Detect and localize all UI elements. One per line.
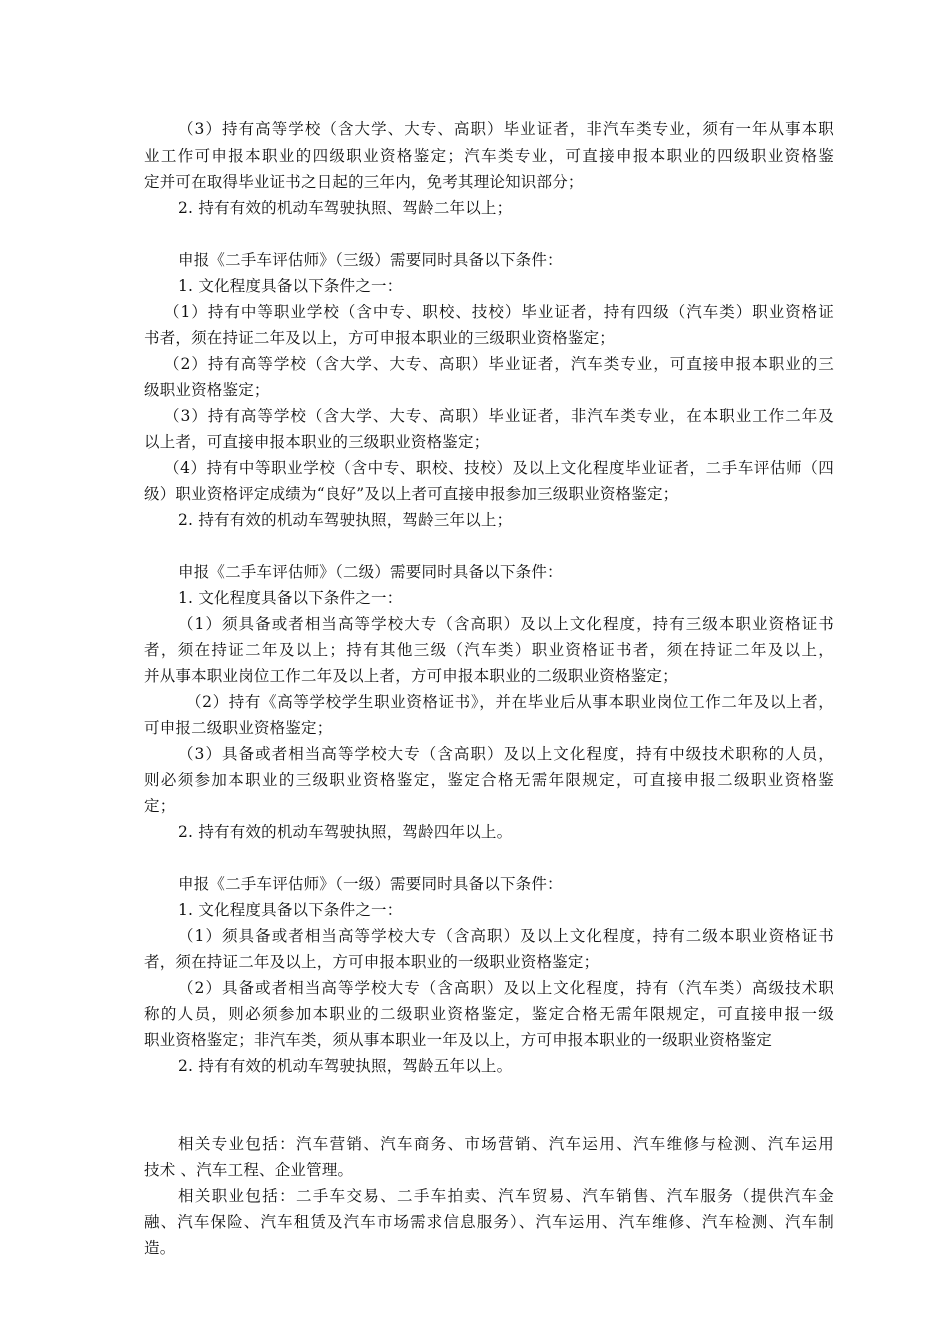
paragraph-line: （1）持有中等职业学校（含中专、职校、技校）毕业证者，持有四级（汽车类）职业资格证 — [164, 303, 834, 321]
paragraph-line: 职业资格鉴定；非汽车类，须从事本职业一年及以上，方可申报本职业的一级职业资格鉴定 — [144, 1031, 773, 1049]
section-heading: 申报《二手车评估师》（一级）需要同时具备以下条件： — [178, 875, 563, 893]
paragraph-line: 并从事本职业岗位工作二年及以上者，方可申报本职业的二级职业资格鉴定； — [144, 667, 678, 685]
paragraph-line: 2. 持有有效的机动车驾驶执照，驾龄四年以上。 — [178, 823, 513, 841]
paragraph-line: 者，须在持证二年及以上；持有其他三级（汽车类）职业资格证书者，须在持证二年及以上， — [144, 641, 834, 659]
paragraph-line: （3）持有高等学校（含大学、大专、高职）毕业证者，非汽车类专业，须有一年从事本职 — [178, 120, 834, 138]
paragraph-line: （3）持有高等学校（含大学、大专、高职）毕业证者，非汽车类专业，在本职业工作二年及 — [164, 407, 834, 425]
section-heading: 申报《二手车评估师》（三级）需要同时具备以下条件： — [178, 251, 563, 269]
paragraph-line: 者，须在持证二年及以上，方可申报本职业的一级职业资格鉴定； — [144, 953, 600, 971]
paragraph-line: 相关专业包括：汽车营销、汽车商务、市场营销、汽车运用、汽车维修与检测、汽车运用 — [178, 1135, 834, 1153]
paragraph-line: 融、汽车保险、汽车租赁及汽车市场需求信息服务）、汽车运用、汽车维修、汽车检测、汽车制 — [144, 1213, 834, 1231]
paragraph-line: 1. 文化程度具备以下条件之一： — [178, 589, 403, 607]
paragraph-line: 以上者，可直接申报本职业的三级职业资格鉴定； — [144, 433, 490, 451]
paragraph-line: 造。 — [144, 1239, 176, 1257]
paragraph-line: 称的人员，则必须参加本职业的二级职业资格鉴定，鉴定合格无需年限规定，可直接申报一级 — [144, 1005, 834, 1023]
paragraph-line: 业工作可申报本职业的四级职业资格鉴定；汽车类专业，可直接申报本职业的四级职业资格鉴 — [144, 147, 834, 165]
paragraph-line: 2. 持有有效的机动车驾驶执照，驾龄三年以上； — [178, 511, 513, 529]
paragraph-line: 书者，须在持证二年及以上，方可申报本职业的三级职业资格鉴定； — [144, 329, 616, 347]
paragraph-line: 2. 持有有效的机动车驾驶执照、驾龄二年以上； — [178, 199, 513, 217]
paragraph-line: 相关职业包括：二手车交易、二手车拍卖、汽车贸易、汽车销售、汽车服务（提供汽车金 — [178, 1187, 834, 1205]
paragraph-line: （2）具备或者相当高等学校大专（含高职）及以上文化程度，持有（汽车类）高级技术职 — [178, 979, 834, 997]
paragraph-line: （1）须具备或者相当高等学校大专（含高职）及以上文化程度，持有三级本职业资格证书 — [178, 615, 834, 633]
paragraph-line: 级职业资格鉴定； — [144, 381, 270, 399]
paragraph-line: （2）持有《高等学校学生职业资格证书》，并在毕业后从事本职业岗位工作二年及以上者， — [186, 693, 834, 711]
paragraph-line: 技术 、汽车工程、企业管理。 — [144, 1161, 354, 1179]
paragraph-line: （3）具备或者相当高等学校大专（含高职）及以上文化程度，持有中级技术职称的人员， — [178, 745, 834, 763]
paragraph-line: 1. 文化程度具备以下条件之一： — [178, 901, 403, 919]
paragraph-line: （2）持有高等学校（含大学、大专、高职）毕业证者，汽车类专业，可直接申报本职业的三 — [164, 355, 834, 373]
paragraph-line: （4）持有中等职业学校（含中专、职校、技校）及以上文化程度毕业证者，二手车评估师（四 — [164, 459, 834, 477]
paragraph-line: 1. 文化程度具备以下条件之一： — [178, 277, 403, 295]
paragraph-line: 则必须参加本职业的三级职业资格鉴定，鉴定合格无需年限规定，可直接申报二级职业资格鉴 — [144, 771, 834, 789]
section-heading: 申报《二手车评估师》（二级）需要同时具备以下条件： — [178, 563, 563, 581]
paragraph-line: 定并可在取得毕业证书之日起的三年内，免考其理论知识部分； — [144, 173, 584, 191]
paragraph-line: 级）职业资格评定成绩为“良好”及以上者可直接申报参加三级职业资格鉴定； — [144, 485, 679, 503]
paragraph-line: （1）须具备或者相当高等学校大专（含高职）及以上文化程度，持有二级本职业资格证书 — [178, 927, 834, 945]
paragraph-line: 2. 持有有效的机动车驾驶执照，驾龄五年以上。 — [178, 1057, 513, 1075]
paragraph-line: 可申报二级职业资格鉴定； — [144, 719, 333, 737]
paragraph-line: 定； — [144, 797, 176, 815]
